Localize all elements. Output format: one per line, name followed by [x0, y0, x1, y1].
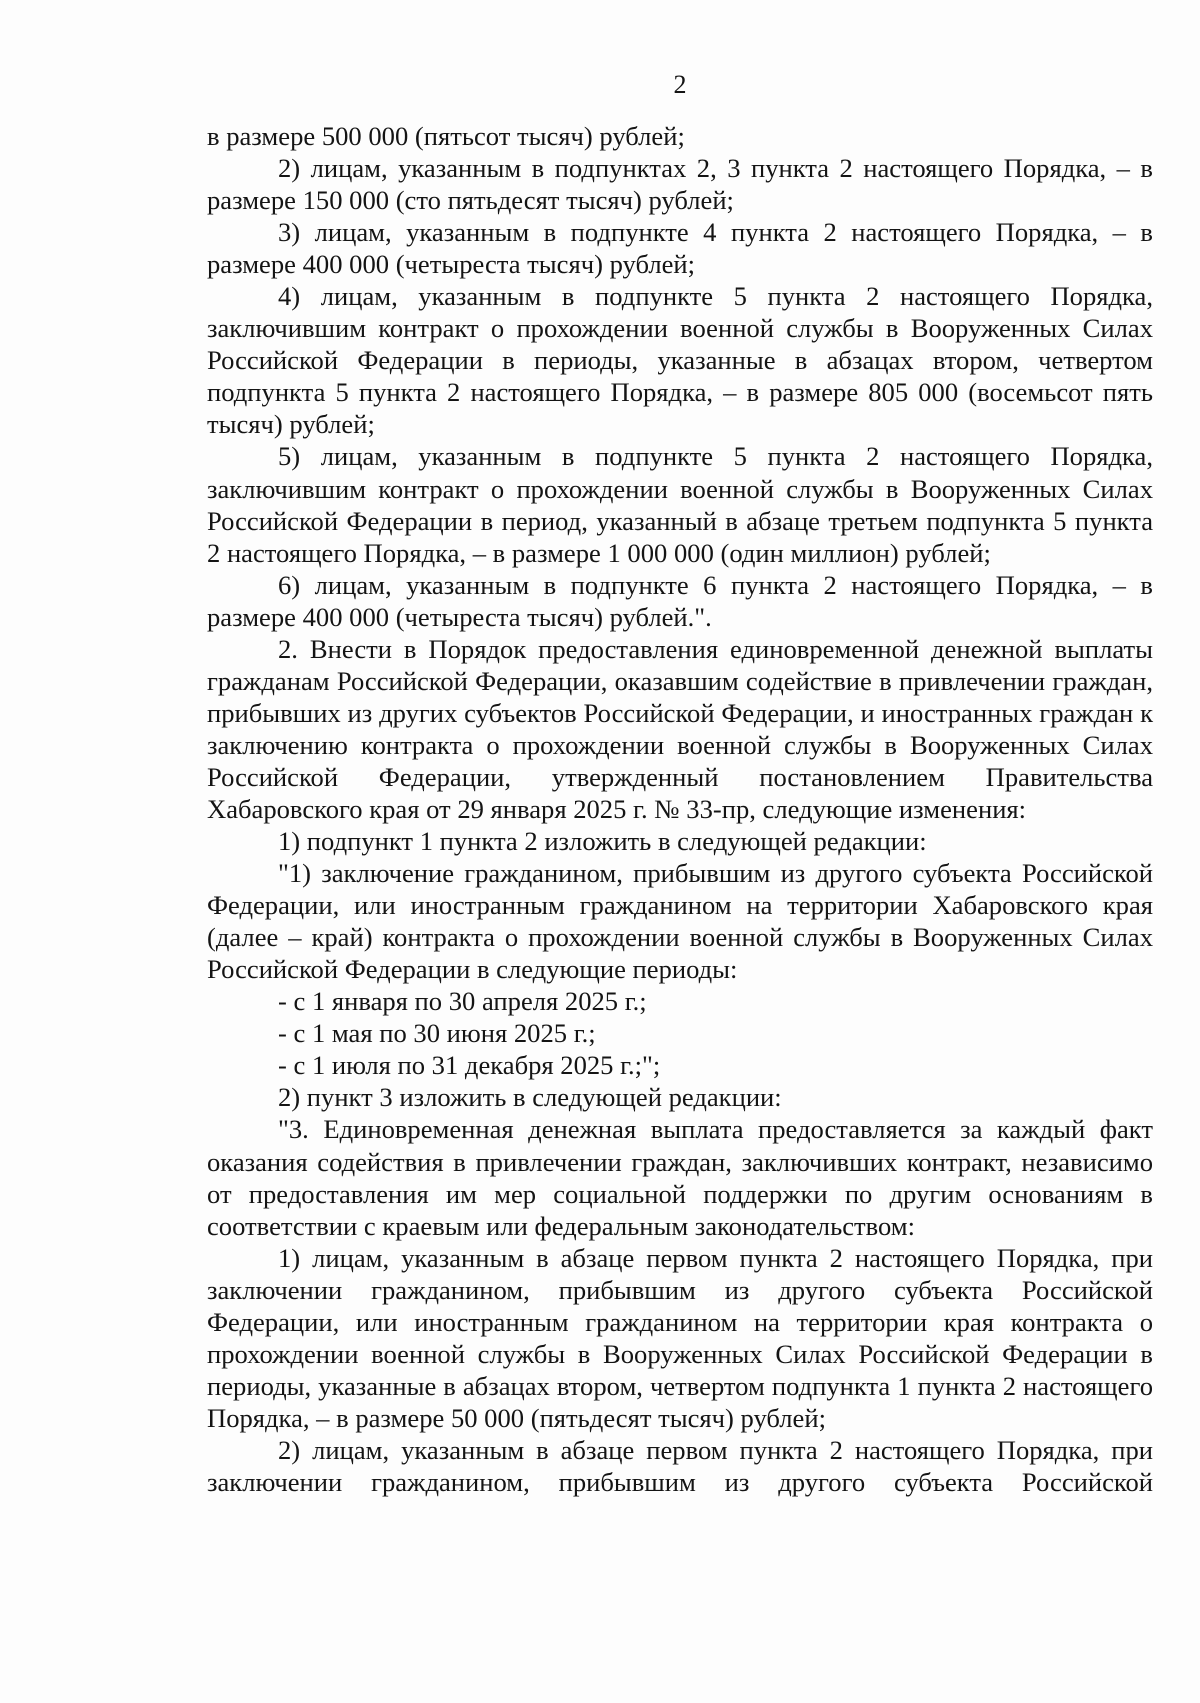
paragraph-4: 4) лицам, указанным в подпункте 5 пункта 2 настоящего Порядка, заключившим контракт о прохождении военной службы в Вооруженных Силах Российской Федерации в периоды, указанные в абзацах втором, четвертом подпункта 5 пункта 2 настоящего Порядка, – в размере 805 000 (восемьсот пять тысяч) рублей; [207, 281, 1153, 440]
paragraph-1: в размере 500 000 (пятьсот тысяч) рублей; [207, 121, 685, 151]
paragraph-2: 2) лицам, указанным в подпунктах 2, 3 пункта 2 настоящего Порядка, – в размере 150 000 (сто пятьдесят тысяч) рублей; [207, 153, 1153, 216]
paragraph-10: - с 1 января по 30 апреля 2025 г.; [278, 986, 647, 1017]
paragraph-15: 1) лицам, указанным в абзаце первом пункта 2 настоящего Порядка, при заключении гражданином, прибывшим из другого субъекта Российской Федерации, или иностранным гражданином на территории края контракта о прохождении военной службы в Вооруженных Силах Российской Федерации в периоды, указанные в абзацах втором, четвертом подпункта 1 пункта 2 настоящего Порядка, – в размере 50 000 (пятьдесят тысяч) рублей; [207, 1242, 1153, 1433]
paragraph-8: 1) подпункт 1 пункта 2 изложить в следующей редакции: [278, 826, 927, 857]
paragraph-7: 2. Внести в Порядок предоставления единовременной денежной выплаты гражданам Российской Федерации, оказавшим содействие в привлечении граждан, прибывших из других субъектов Российской Федерации, и иностранных граждан к заключению контракта о прохождении военной службы в Вооруженных Силах Российской Федерации, утвержденный постановлением Правительства Хабаровского края от 29 января 2025 г. № 33-пр, следующие изменения: [207, 633, 1153, 824]
paragraph-9: "1) заключение гражданином, прибывшим из другого субъекта Российской Федерации, или иностранным гражданином на территории Хабаровского края (далее – край) контракта о прохождении военной службы в Вооруженных Силах Российской Федерации в следующие периоды: [207, 858, 1153, 985]
page-number: 2 [673, 70, 687, 99]
paragraph-6: 6) лицам, указанным в подпункте 6 пункта 2 настоящего Порядка, – в размере 400 000 (четыреста тысяч) рублей.". [207, 569, 1153, 632]
paragraph-13: 2) пункт 3 изложить в следующей редакции: [278, 1082, 782, 1113]
paragraph-14: "3. Единовременная денежная выплата предоставляется за каждый факт оказания содействия в привлечении граждан, заключивших контракт, независимо от предоставления им мер социальной поддержки по другим основаниям в соответствии с краевым или федеральным законодательством: [207, 1114, 1153, 1241]
paragraph-16: 2) лицам, указанным в абзаце первом пункта 2 настоящего Порядка, при заключении гражданином, прибывшим из другого субъекта Российской [207, 1434, 1153, 1497]
paragraph-3: 3) лицам, указанным в подпункте 4 пункта 2 настоящего Порядка, – в размере 400 000 (четыреста тысяч) рублей; [207, 217, 1153, 280]
paragraph-11: - с 1 мая по 30 июня 2025 г.; [278, 1018, 596, 1049]
paragraph-12: - с 1 июля по 31 декабря 2025 г.;"; [278, 1050, 661, 1081]
document-body [207, 120, 1153, 1498]
paragraph-5: 5) лицам, указанным в подпункте 5 пункта 2 настоящего Порядка, заключившим контракт о прохождении военной службы в Вооруженных Силах Российской Федерации в период, указанный в абзаце третьем подпункта 5 пункта 2 настоящего Порядка, – в размере 1 000 000 (один миллион) рублей; [207, 441, 1153, 568]
